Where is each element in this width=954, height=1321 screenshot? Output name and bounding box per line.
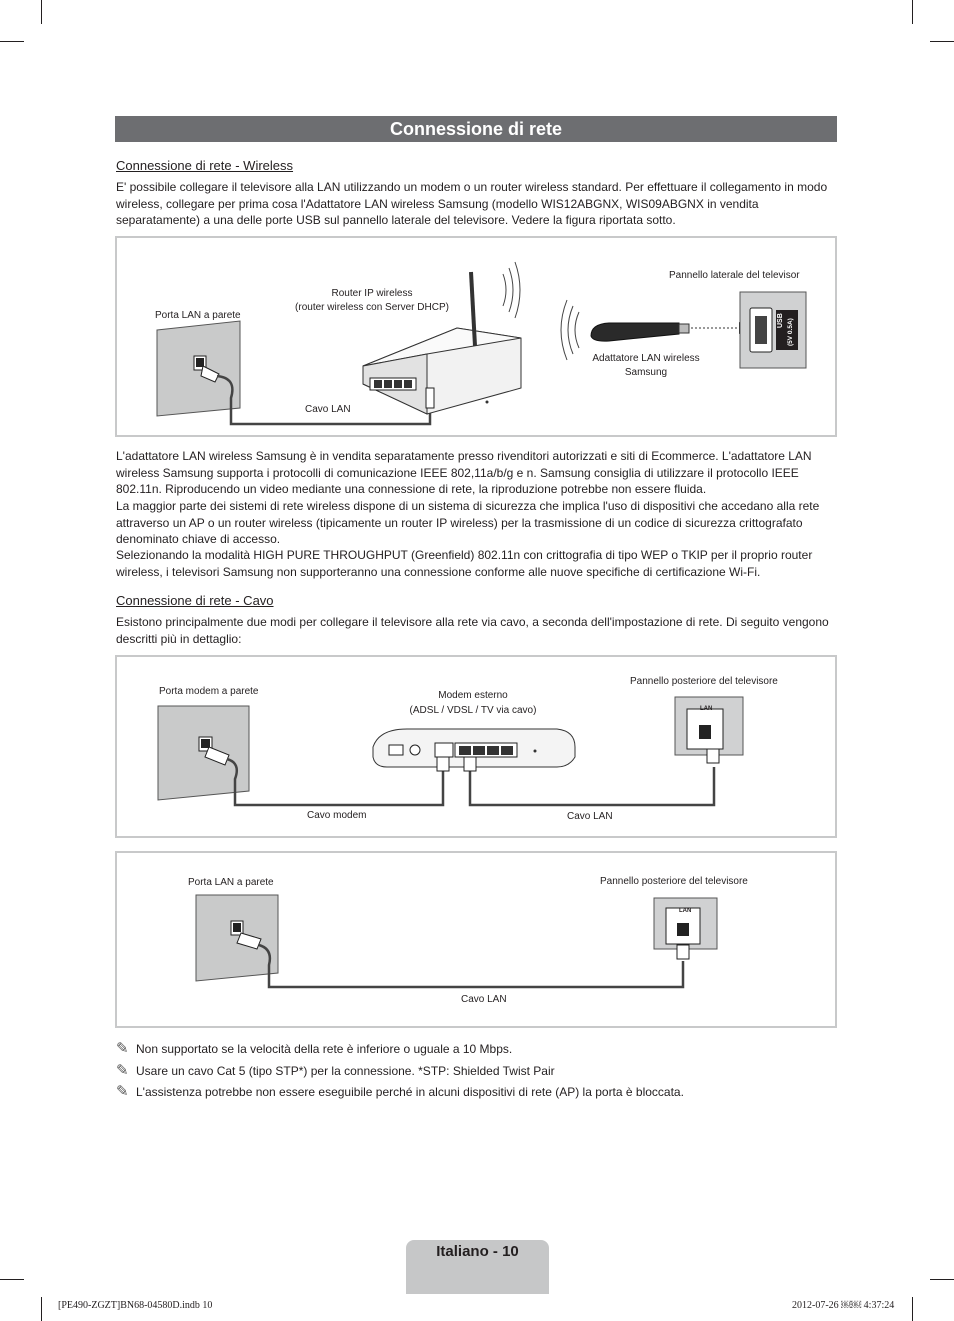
wireless-para-2: La maggior parte dei sistemi di rete wireless dispone di un sistema di sicurezza che implica l'uso di dispositivi che accedano alla rete attraverso un AP o un router wireless (tipicamente un router IP wireless) per la trasmissione di un codice di sicurezza crittografato denominato chiave di accesso.	[116, 499, 820, 546]
page-title: Connessione di rete	[115, 116, 837, 142]
crop-mark	[41, 0, 42, 24]
lan-port-label: LAN	[700, 706, 713, 712]
wireless-intro: E' possibile collegare il televisore alla LAN utilizzando un modem o un router wireless standard. Per effettuare il collegamento in modo wireless, collegare per prima cosa l'Adattatore LAN wireless Samsung (modello WIS12ABGNX, WIS09ABGNX in vendita separatamente) a una delle porte USB sul pannello laterale del televisore. Vedere la figura riportata sotto.	[116, 180, 828, 227]
note-item	[116, 1085, 684, 1099]
modem-label: Modem esterno	[438, 690, 508, 701]
pencil-icon: ✎	[116, 1083, 129, 1100]
rear-panel-label: Pannello posteriore del televisore	[600, 876, 748, 887]
usb-spec-label: (5V 0.5A)	[787, 318, 794, 346]
cable-label: Cavo LAN	[305, 404, 351, 415]
crop-mark	[912, 0, 913, 24]
wall-panel	[196, 895, 278, 981]
rear-panel-label: Pannello posteriore del televisore	[630, 676, 778, 687]
wall-port-label: Porta LAN a parete	[155, 310, 241, 321]
usb-port-label: USB	[777, 313, 784, 328]
wireless-para-3: Selezionando la modalità HIGH PURE THROUGHPUT (Greenfield) 802.11n con crittografia di tipo WEP o TKIP per il proprio router wireless, i televisori Samsung non supporteranno una connessione conforme alle nuove specifiche di certificazione Wi-Fi.	[116, 548, 813, 579]
section-heading-wireless: Connessione di rete - Wireless	[116, 158, 294, 173]
footer-timestamp: 2012-07-26 ￼￼ 4:37:24	[792, 1300, 895, 1311]
side-panel-label: Pannello laterale del televisor	[669, 270, 800, 281]
modem-sublabel: (ADSL / VDSL / TV via cavo)	[409, 705, 537, 716]
modem-illustration	[373, 729, 575, 771]
footer-file-name: [PE490-ZGZT]BN68-04580D.indb 10	[58, 1300, 213, 1311]
wall-port-label: Porta modem a parete	[159, 686, 259, 697]
wired-lan-diagram	[115, 851, 837, 1028]
wired-modem-diagram	[115, 655, 837, 838]
wired-intro: Esistono principalmente due modi per collegare il televisore alla rete via cavo, a seconda dell'impostazione di rete. Di seguito vengono descritti più in dettaglio:	[116, 615, 829, 646]
note-text: Usare un cavo Cat 5 (tipo STP*) per la connessione. *STP: Shielded Twist Pair	[136, 1064, 555, 1078]
crop-mark	[0, 41, 24, 42]
crop-mark	[930, 41, 954, 42]
adapter-label: Adattatore LAN wireless	[592, 353, 700, 364]
lan-cable-label: Cavo LAN	[461, 994, 507, 1005]
crop-mark	[912, 1297, 913, 1321]
wireless-diagram	[115, 236, 837, 437]
adapter-sublabel: Samsung	[624, 367, 668, 378]
crop-mark	[0, 1279, 24, 1280]
wall-port-label: Porta LAN a parete	[188, 877, 274, 888]
page-number: Italiano - 10	[436, 1243, 519, 1260]
wireless-para-1: L'adattatore LAN wireless Samsung è in vendita separatamente presso rivenditori autorizzati e siti di Ecommerce. L'adattatore LAN wireless Samsung supporta i protocolli di comunicazione IEEE 802,11a/b/g e n. Samsung consiglia di utilizzare il protocollo IEEE 802.11n. Riproducendo un video mediante una connessione di rete, la riproduzione potrebbe non essere fluida.	[116, 449, 812, 496]
note-text: L'assistenza potrebbe non essere eseguibile perché in alcuni dispositivi di rete (AP) la porta è bloccata.	[136, 1085, 684, 1099]
lan-port-label: LAN	[679, 908, 692, 914]
note-item	[116, 1064, 555, 1078]
pencil-icon: ✎	[116, 1062, 129, 1079]
section-heading-wired: Connessione di rete - Cavo	[116, 593, 274, 608]
lan-cable-label: Cavo LAN	[567, 811, 613, 822]
router-label: Router IP wireless	[331, 288, 413, 299]
crop-mark	[41, 1297, 42, 1321]
note-text: Non supportato se la velocità della rete è inferiore o uguale a 10 Mbps.	[136, 1042, 513, 1056]
pencil-icon: ✎	[116, 1040, 129, 1057]
note-item	[116, 1042, 512, 1056]
router-sublabel: (router wireless con Server DHCP)	[295, 302, 449, 313]
wireless-adapter-illustration	[591, 323, 689, 341]
modem-cable-label: Cavo modem	[307, 810, 367, 821]
crop-mark	[930, 1279, 954, 1280]
